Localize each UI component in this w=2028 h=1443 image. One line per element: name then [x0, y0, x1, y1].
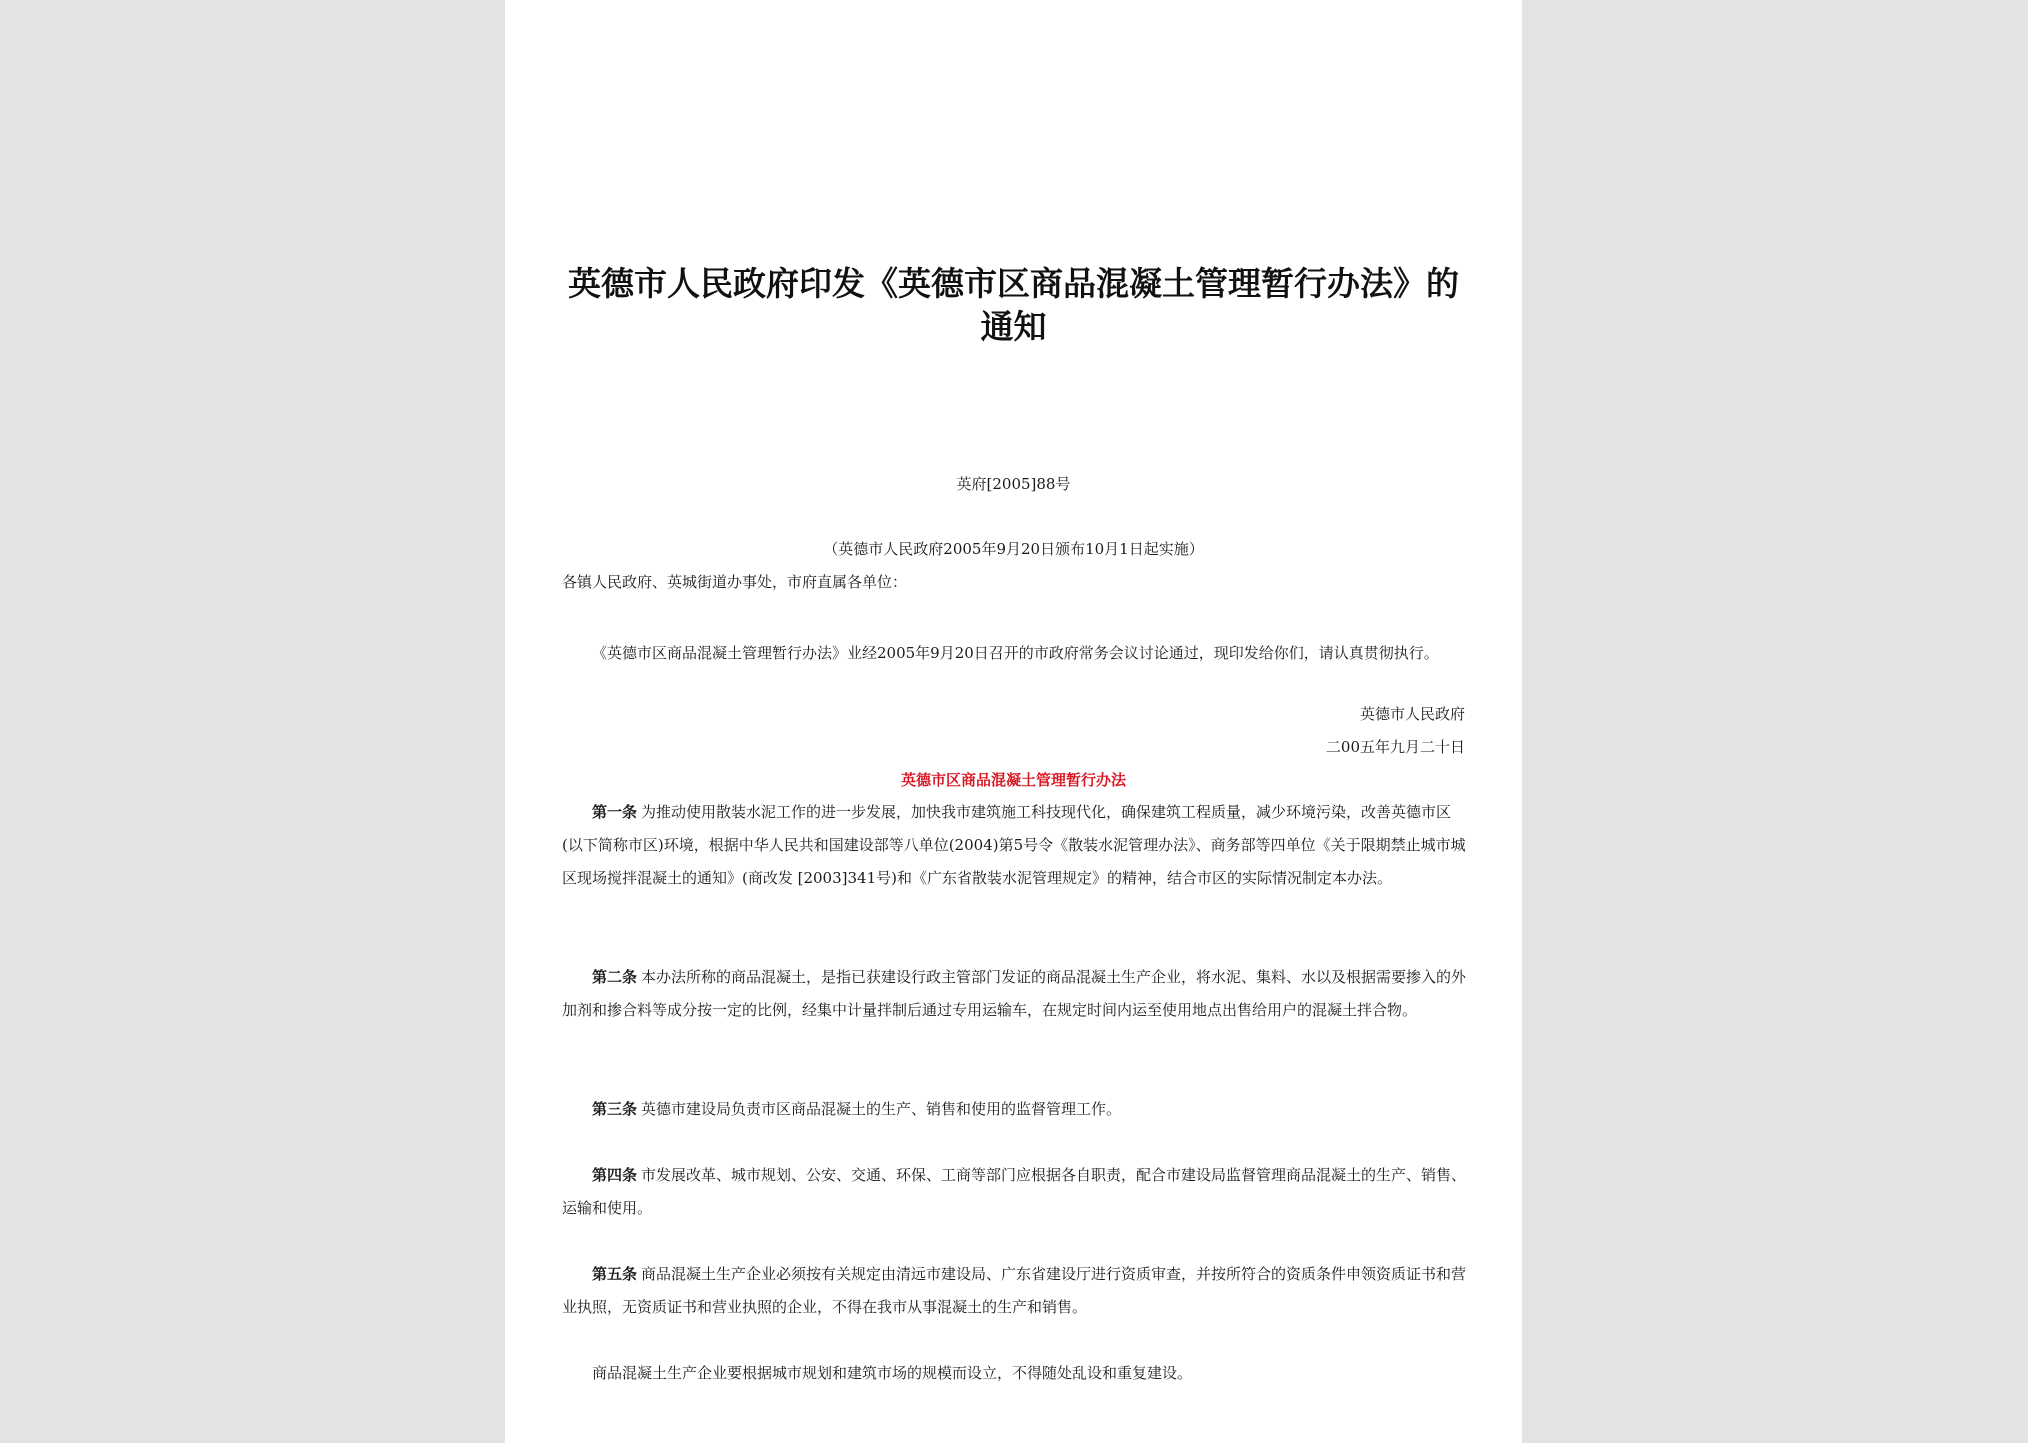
article-5-continued-text: 商品混凝土生产企业要根据城市规划和建筑市场的规模而设立，不得随处乱设和重复建设。 [592, 1364, 1193, 1382]
article-3-text: 英德市建设局负责市区商品混凝土的生产、销售和使用的监督管理工作。 [641, 1100, 1122, 1118]
notice-body-paragraph: 《英德市区商品混凝土管理暂行办法》业经2005年9月20日召开的市政府常务会议讨论通过，现印发给你们，请认真贯彻执行。 [592, 644, 1439, 662]
signature-date: 二00五年九月二十日 [1325, 738, 1465, 756]
document-number: 英府[2005]88号 [956, 475, 1071, 493]
article-1-label: 第一条 [592, 803, 638, 821]
article-4 [562, 1159, 1467, 1225]
issued-note: （英德市人民政府2005年9月20日颁布10月1日起实施） [823, 540, 1204, 558]
addressee-line: 各镇人民政府、英城街道办事处，市府直属各单位： [562, 573, 908, 591]
document-page [505, 0, 1522, 1443]
article-3 [562, 1093, 1467, 1126]
document-title: 英德市人民政府印发《英德市区商品混凝土管理暂行办法》的通知 [568, 264, 1459, 346]
article-2 [562, 961, 1467, 1027]
article-5-continued [562, 1357, 1467, 1390]
article-2-label: 第二条 [592, 968, 638, 986]
article-1-text: 为推动使用散装水泥工作的进一步发展，加快我市建筑施工科技现代化，确保建筑工程质量，减少环境污染，改善英德市区(以下简称市区)环境，根据中华人民共和国建设部等八单位(2004)第5号令《散装水泥管理办法》、商务部等四单位《关于限期禁止城市城区现场搅拌混凝土的通知》(商改发 [2003]341号)和《广东省散装水泥管理规定》的精神，结合市区的实际情况制定本办法。 [562, 803, 1466, 887]
signature-organization: 英德市人民政府 [1359, 705, 1465, 723]
article-4-label: 第四条 [592, 1166, 638, 1184]
article-5 [562, 1258, 1467, 1324]
article-3-label: 第三条 [592, 1100, 638, 1118]
article-1 [562, 796, 1467, 895]
article-4-text: 市发展改革、城市规划、公安、交通、环保、工商等部门应根据各自职责，配合市建设局监督管理商品混凝土的生产、销售、运输和使用。 [562, 1166, 1467, 1217]
measures-title: 英德市区商品混凝土管理暂行办法 [900, 771, 1126, 789]
article-2-text: 本办法所称的商品混凝土，是指已获建设行政主管部门发证的商品混凝土生产企业，将水泥、集料、水以及根据需要掺入的外加剂和掺合料等成分按一定的比例，经集中计量拌制后通过专用运输车，在规定时间内运至使用地点出售给用户的混凝土拌合物。 [562, 968, 1467, 1019]
article-5-label: 第五条 [592, 1265, 638, 1283]
article-5-text: 商品混凝土生产企业必须按有关规定由清远市建设局、广东省建设厅进行资质审查，并按所符合的资质条件申领资质证书和营业执照，无资质证书和营业执照的企业，不得在我市从事混凝土的生产和销售。 [562, 1265, 1467, 1316]
